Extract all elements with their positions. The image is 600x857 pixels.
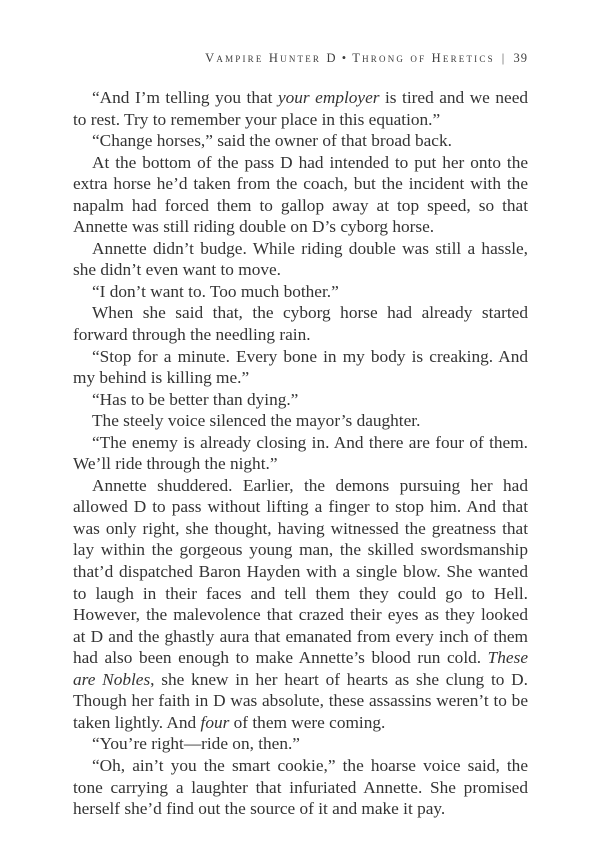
paragraph [73, 389, 528, 411]
paragraph [73, 152, 528, 238]
body-text: “The enemy is already closing in. And there are four of them. We’ll ride through the night.” [73, 432, 528, 474]
body-text: “Oh, ain’t you the smart cookie,” the hoarse voice said, the tone carrying a laughter that infuriated Annette. She promised herself she’d find out the source of it and make it pay. [73, 755, 528, 819]
running-header [73, 50, 528, 66]
paragraph [73, 302, 528, 345]
paragraph [73, 87, 528, 130]
paragraph [73, 346, 528, 389]
body-text: is tired and we need to rest. Try to remember your place in this equation.” [73, 88, 528, 129]
paragraph [73, 281, 528, 303]
paragraph [73, 733, 528, 755]
italic-text: These are Nobles [73, 648, 528, 689]
body-text: “And I’m telling you that [92, 88, 278, 107]
paragraph [73, 475, 528, 734]
text-block [73, 87, 528, 820]
body-text: , she knew in her heart of hearts as she clung to D. Though her faith in D was absolute, these assassins weren’t to be taken lightly. And [73, 669, 528, 732]
body-text: At the bottom of the pass D had intended to put her onto the extra horse he’d taken from the coach, but the incident with the napalm had forced them to gallop away at top speed, so that Annette was still riding double on D’s cyborg horse. [73, 152, 528, 237]
body-text: Annette didn’t budge. While riding double was still a hassle, she didn’t even want to move. [73, 238, 528, 280]
paragraph [73, 410, 528, 432]
book-title: Vampire Hunter D [205, 51, 338, 65]
italic-text: four [200, 712, 230, 732]
page-number: 39 [513, 51, 528, 65]
body-text: The steely voice silenced the mayor’s daughter. [92, 411, 421, 431]
body-text: Annette shuddered. Earlier, the demons pursuing her had allowed D to pass without lifting a finger to stop him. And that was only right, she thought, having witnessed the greatness that lay within the gorgeous young man, the skilled swordsmanship that’d dispatched Baron Hayden with a single blow. She wanted to laugh in their faces and tell them they could go to Hell. However, the malevolence that crazed their eyes as they looked at D and the ghastly aura that emanated from every inch of them had also been enough to make Annette’s blood run cold. [73, 475, 528, 668]
body-text: “I don’t want to. Too much bother.” [92, 281, 339, 301]
paragraph [73, 238, 528, 281]
paragraph [73, 432, 528, 475]
body-text: “You’re right—ride on, then.” [92, 734, 300, 754]
body-text: of them were coming. [229, 712, 386, 732]
separator-bullet: • [341, 51, 349, 65]
italic-text: your employer [277, 88, 380, 107]
paragraph [73, 130, 528, 152]
chapter-title: Throng of Heretics [352, 51, 495, 65]
separator-bar: | [501, 51, 507, 65]
body-text: “Change horses,” said the owner of that broad back. [92, 131, 452, 151]
paragraph [73, 755, 528, 820]
body-text: When she said that, the cyborg horse had already started forward through the needling rain. [73, 303, 528, 345]
body-text: “Stop for a minute. Every bone in my body is creaking. And my behind is killing me.” [73, 346, 528, 388]
body-text: “Has to be better than dying.” [92, 389, 299, 409]
